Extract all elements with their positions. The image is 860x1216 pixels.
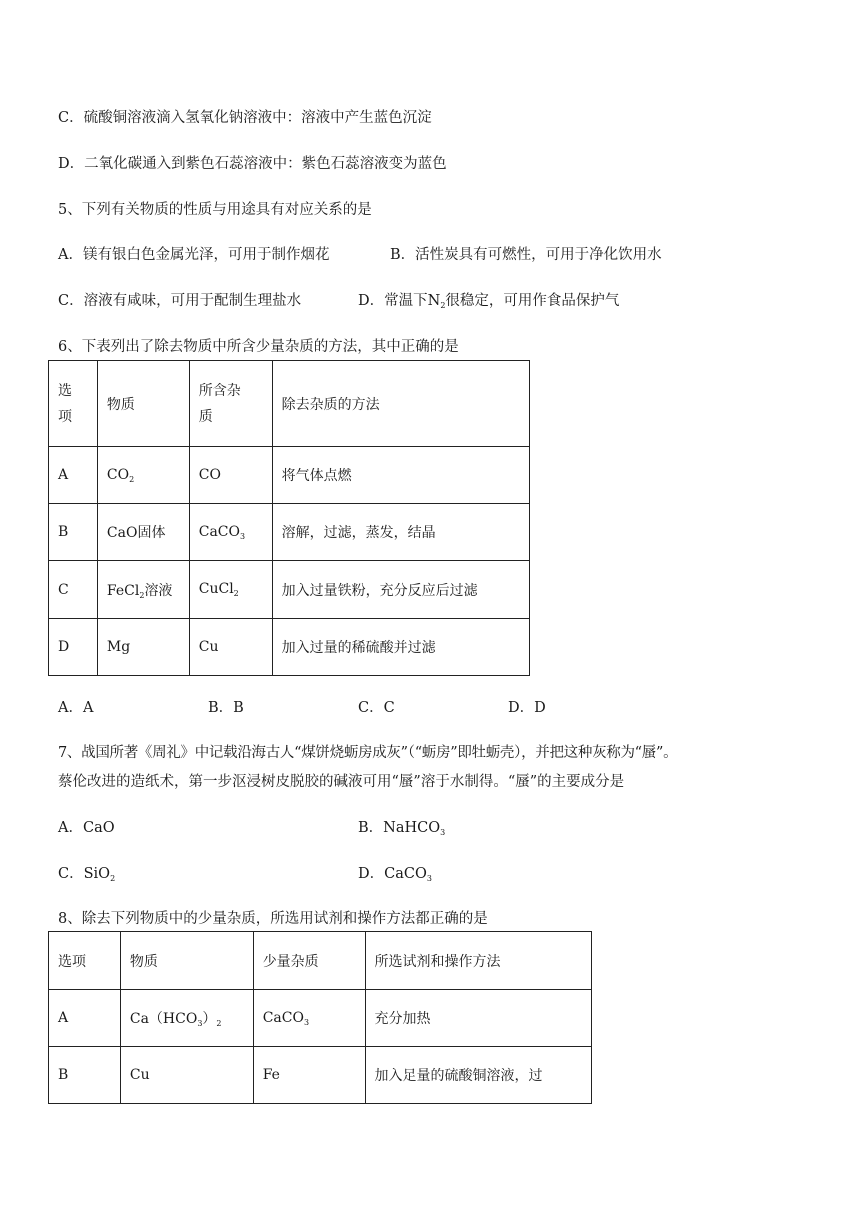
- row-option: A: [49, 447, 98, 504]
- table-row: [49, 1047, 592, 1104]
- table-row: [49, 561, 530, 619]
- table-row: [49, 447, 530, 504]
- row-option: B: [49, 1047, 121, 1104]
- q6-table: [48, 360, 530, 676]
- row-impurity: CuCl$_2$: [189, 561, 272, 619]
- row-method: 充分加热: [365, 990, 591, 1047]
- header-method: 除去杂质的方法: [272, 361, 529, 447]
- row-impurity: CO: [189, 447, 272, 504]
- q5-option-c: C．溶液有咸味，可用于配制生理盐水: [58, 293, 302, 309]
- table-header-row: [49, 361, 530, 447]
- row-option: B: [49, 504, 98, 561]
- q7-option-a: A．CaO: [58, 820, 115, 836]
- row-method: 溶解，过滤，蒸发，结晶: [272, 504, 529, 561]
- row-substance: Cu: [120, 1047, 253, 1104]
- row-impurity: CaCO$_3$: [189, 504, 272, 561]
- q6-answer-b: B．B: [208, 700, 244, 716]
- row-impurity: CaCO$_3$: [253, 990, 365, 1047]
- q5-option-a: A．镁有银白色金属光泽，可用于制作烟花: [58, 247, 330, 263]
- table-row: [49, 619, 530, 676]
- header-impurity: 所含杂 质: [189, 361, 272, 447]
- q8-stem: 8、除去下列物质中的少量杂质，所选用试剂和操作方法都正确的是: [58, 911, 488, 927]
- row-substance: $Ca(HCO_3)_2$: [120, 990, 253, 1047]
- row-substance: Mg: [97, 619, 189, 676]
- row-option: C: [49, 561, 98, 619]
- header-substance: 物质: [120, 932, 253, 990]
- q7-stem-line2: 蔡伦改进的造纸术，第一步沤浸树皮脱胶的碱液可用“蜃”溶于水制得。“蜃”的主要成分是: [58, 774, 625, 790]
- table-row: [49, 990, 592, 1047]
- q6-answer-a: A．A: [58, 700, 94, 716]
- q6-answer-d: D．D: [508, 700, 546, 716]
- table-row: [49, 504, 530, 561]
- q4-option-d: D．二氧化碳通入到紫色石蕊溶液中：紫色石蕊溶液变为蓝色: [58, 156, 447, 172]
- header-substance: 物质: [97, 361, 189, 447]
- q8-table: [48, 931, 592, 1104]
- q7-option-c: C．SiO$_2$: [58, 866, 116, 883]
- q4-option-c: C．硫酸铜溶液滴入氢氧化钠溶液中：溶液中产生蓝色沉淀: [58, 110, 432, 126]
- header-option: 选项: [49, 932, 121, 990]
- q5-option-d: D．常温下$N_2$很稳定，可用作食品保护气: [358, 293, 620, 310]
- header-impurity: 少量杂质: [253, 932, 365, 990]
- row-method: 将气体点燃: [272, 447, 529, 504]
- q6-stem: 6、下表列出了除去物质中所含少量杂质的方法，其中正确的是: [58, 339, 459, 355]
- row-option: A: [49, 990, 121, 1047]
- q7-stem-line1: 7、战国所著《周礼》中记载沿海古人“煤饼烧蛎房成灰”（“蛎房”即牡蛎壳），并把这种灰称为“蜃”。: [58, 745, 678, 761]
- q7-option-b: B．NaHCO$_3$: [358, 820, 446, 837]
- row-method: 加入过量的稀硫酸并过滤: [272, 619, 529, 676]
- q7-option-d: D．CaCO$_3$: [358, 866, 432, 883]
- header-option: 选 项: [49, 361, 98, 447]
- row-impurity: Fe: [253, 1047, 365, 1104]
- q6-answer-c: C．C: [358, 700, 395, 716]
- table-header-row: [49, 932, 592, 990]
- row-impurity: Cu: [189, 619, 272, 676]
- row-method: 加入过量铁粉，充分反应后过滤: [272, 561, 529, 619]
- row-substance: CaO固体: [97, 504, 189, 561]
- row-substance: $CO_2$: [97, 447, 189, 504]
- q5-stem: 5、下列有关物质的性质与用途具有对应关系的是: [58, 202, 372, 218]
- q5-option-b: B．活性炭具有可燃性，可用于净化饮用水: [390, 247, 662, 263]
- header-method: 所选试剂和操作方法: [365, 932, 591, 990]
- row-substance: FeCl$_2$溶液: [97, 561, 189, 619]
- row-method: 加入足量的硫酸铜溶液，过: [365, 1047, 591, 1104]
- row-option: D: [49, 619, 98, 676]
